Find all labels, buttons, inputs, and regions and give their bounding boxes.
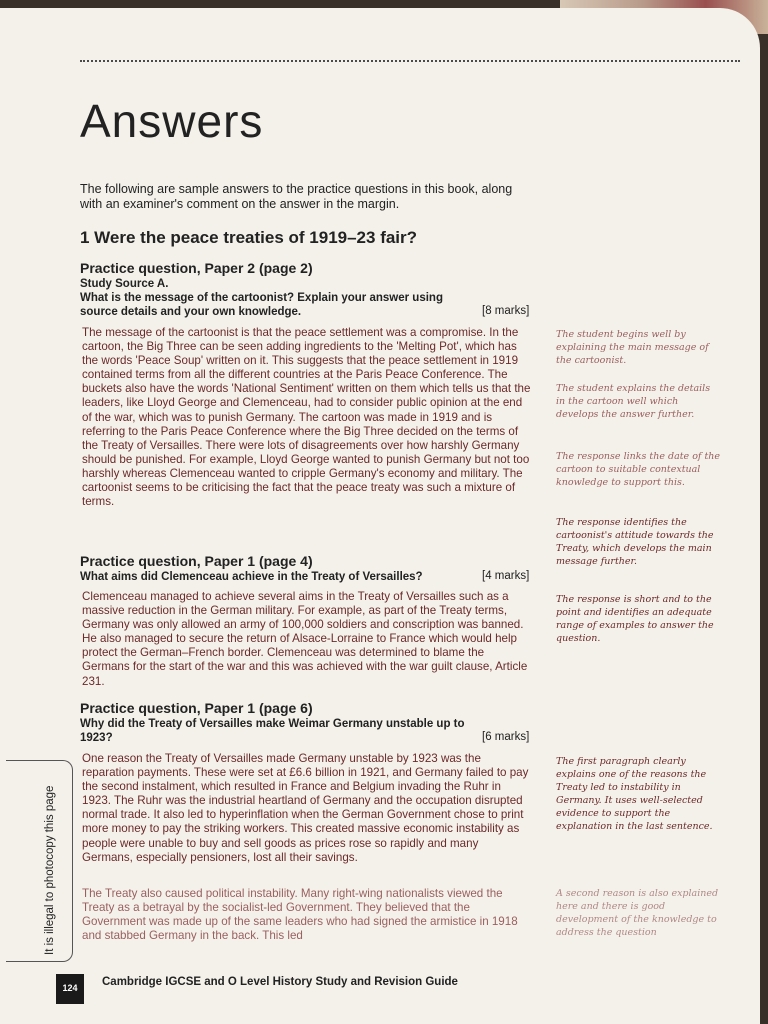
- q1-comment-3: The response links the date of the cartoon to suitable contextual knowledge to support this.: [556, 451, 721, 488]
- q3-comment-2: A second reason is also explained here and there is good development of the knowledge to address the question: [556, 888, 719, 938]
- side-tab: [6, 760, 73, 962]
- q2-title: Practice question, Paper 1 (page 4): [80, 553, 313, 569]
- q3-comment-1: The first paragraph clearly explains one of the reasons the Treaty led to instability in Germany. It uses well-selected evidence to support the explanation in the last sentence.: [556, 756, 713, 832]
- q3-answer-p1: One reason the Treaty of Versailles made Germany unstable by 1923 was the reparation payments. These were set at £6.6 billion in 1921, and Germany failed to pay the second instalment, which resulted in France and Belgium invading the Ruhr in 1923. The Ruhr was the industrial heartland of Germany and the occupation disrupted normal trade. It also led to hyperinflation when the German Government chose to print more money to pay the striking workers. This created massive economic instability as people were unable to buy and sell goods as prices rose so rapidly and many Germans, especially pensioners, lost all their savings.: [82, 752, 529, 864]
- q1-question: What is the message of the cartoonist? Explain your answer using source details and your own knowledge.: [80, 292, 443, 318]
- q1-comment-1: The student begins well by explaining the main message of the cartoonist.: [556, 329, 709, 366]
- q2-question: What aims did Clemenceau achieve in the Treaty of Versailles?: [80, 571, 423, 583]
- q2-comment: The response is short and to the point and identifies an adequate range of examples to answer the question.: [556, 594, 714, 644]
- photocopy-notice: It is illegal to photocopy this page: [44, 785, 56, 955]
- q1-source: Study Source A.: [80, 278, 169, 290]
- q1-comment-4: The response identifies the cartoonist's attitude towards the Treaty, which develops the main message further.: [556, 517, 714, 567]
- q2-marks: [4 marks]: [482, 570, 530, 582]
- page-title: Answers: [80, 95, 264, 147]
- q3-title: Practice question, Paper 1 (page 6): [80, 700, 313, 716]
- q3-question: Why did the Treaty of Versailles make Weimar Germany unstable up to 1923?: [80, 718, 465, 744]
- footer-title: Cambridge IGCSE and O Level History Study and Revision Guide: [102, 976, 458, 988]
- q2-answer: Clemenceau managed to achieve several aims in the Treaty of Versailles such as a massive reduction in the German military. For example, as part of the Treaty terms, Germany was only allowed an army of 100,000 soldiers and conscription was banned. He also managed to secure the return of Alsace-Lorraine to France which would help protect the German–French border. Clemenceau was determined to blame the Germans for the start of the war and this was achieved with the war guilt clause, Article 231.: [82, 590, 528, 688]
- q1-comment-2: The student explains the details in the cartoon well which develops the answer further.: [556, 383, 711, 420]
- q3-marks: [6 marks]: [482, 731, 530, 743]
- section-heading: 1 Were the peace treaties of 1919–23 fair?: [80, 228, 418, 247]
- q1-answer: The message of the cartoonist is that the peace settlement was a compromise. In the cartoon, the Big Three can be seen adding ingredients to the 'Melting Pot', which has the words 'Peace Soup' written on it. This suggests that the peace settlement in 1919 contained terms from all the different countries at the Paris Peace Conference. The buckets also have the words 'National Sentiment' written on them which tells us that the leaders, like Lloyd George and Clemenceau, had to consider public opinion at the end of the war, which was to punish Germany. The cartoon was made in 1919 and is referring to the Paris Peace Conference where the Big Three decided on the terms of the Treaty of Versailles. There were lots of disagreements over how harshly Germany should be punished. For example, Lloyd George wanted to punish Germany but not too harshly whereas Clemenceau wanted to cripple Germany's economy and military. The cartoonist seems to be criticising the fact that the peace treaty was such a mixture of terms.: [82, 326, 531, 509]
- page-number: 124: [56, 974, 84, 1004]
- dotted-rule: [80, 60, 740, 64]
- q3-answer-p2: The Treaty also caused political instability. Many right-wing nationalists viewed the Treaty as a betrayal by the socialist-led Government. They believed that the Government was made up of the same leaders who had signed the armistice in 1918 and stabbed Germany in the back. This led: [82, 887, 518, 943]
- q1-title: Practice question, Paper 2 (page 2): [80, 260, 313, 276]
- intro-text: The following are sample answers to the practice questions in this book, along with an examiner's comment on the answer in the margin.: [80, 182, 513, 211]
- q1-marks: [8 marks]: [482, 305, 530, 317]
